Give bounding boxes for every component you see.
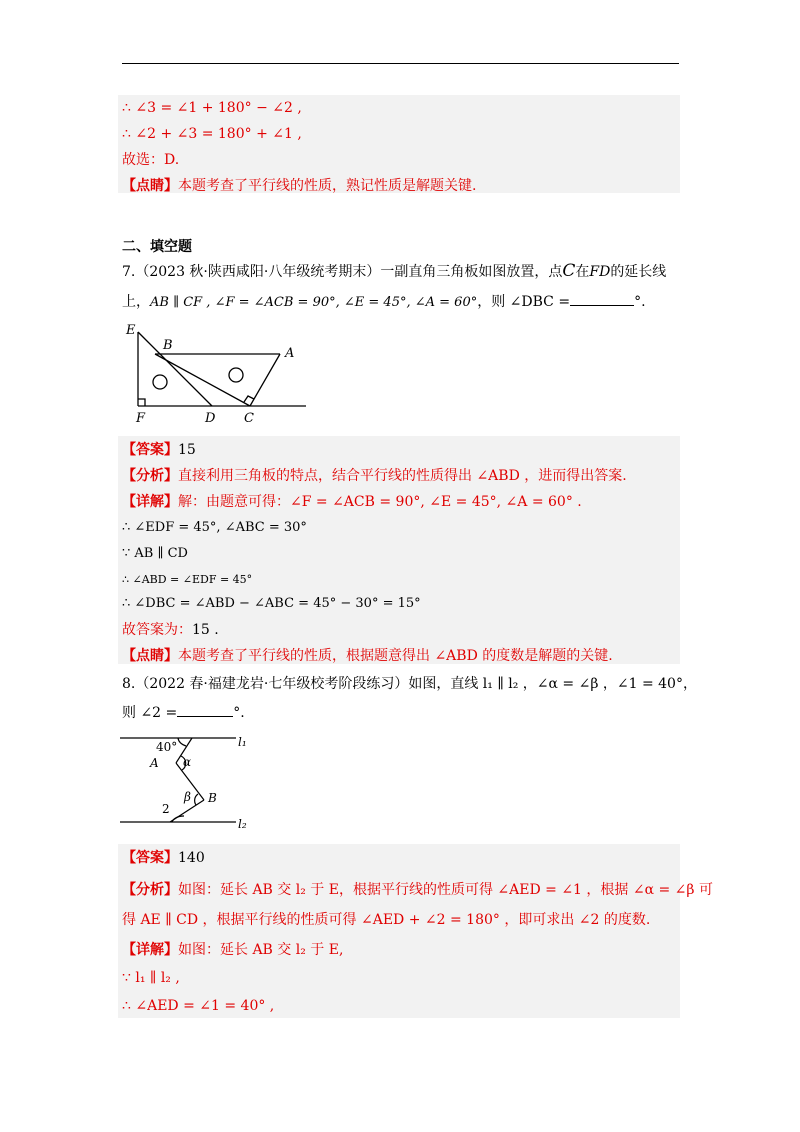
label-c: C bbox=[244, 411, 254, 426]
segment-fd: FD bbox=[589, 264, 611, 280]
analysis-text: 如图：延长 AB 交 l₂ 于 E，根据平行线的性质可得 ∠AED = ∠1 ，根据 ∠α = ∠β 可 bbox=[178, 882, 713, 898]
label-a: A bbox=[285, 346, 295, 361]
label-2: 2 bbox=[162, 802, 170, 816]
detail-text: 解：由题意可得：∠F = ∠ACB = 90°, ∠E = 45°, ∠A = 60° . bbox=[178, 494, 582, 510]
hole-left bbox=[153, 375, 167, 389]
q7-stem-line2 bbox=[122, 291, 646, 313]
q7-answer bbox=[122, 440, 196, 460]
detail-text: 如图：延长 AB 交 l₂ 于 E, bbox=[178, 942, 344, 958]
q8-stem-line1: 8.（2022 春·福建龙岩·七年级校考阶段练习）如图，直线 l₁ ∥ l₂ ，∠α = ∠β ，∠1 = 40°， bbox=[122, 676, 697, 692]
arc-angle1 bbox=[178, 738, 186, 746]
label-l1: l₁ bbox=[238, 735, 247, 749]
q8-analysis-1 bbox=[122, 880, 713, 900]
q7-step-2: ∵ AB ∥ CD bbox=[122, 546, 188, 561]
review-text: 本题考查了平行线的性质，根据题意得出 ∠ABD 的度数是解题的关键. bbox=[178, 648, 613, 664]
label-b: B bbox=[163, 338, 173, 353]
prev-choice: 故选：D. bbox=[122, 152, 180, 168]
q7-figure bbox=[120, 320, 320, 430]
final-value: 15 . bbox=[192, 622, 219, 638]
review-tag: 【点睛】 bbox=[122, 648, 178, 664]
q8-detail bbox=[122, 940, 343, 960]
q7-step-1: ∴ ∠EDF = 45°, ∠ABC = 30° bbox=[122, 520, 307, 535]
analysis-text: 直接利用三角板的特点，结合平行线的性质得出 ∠ABD ，进而得出答案. bbox=[178, 468, 627, 484]
q7-ask: ，则 ∠DBC = bbox=[477, 294, 571, 310]
q7-analysis bbox=[122, 466, 627, 486]
point-c: C bbox=[562, 261, 576, 281]
q8-stem-line2 bbox=[122, 702, 245, 723]
q8-solution-box bbox=[118, 844, 680, 1018]
q7-review bbox=[122, 646, 613, 666]
final-label: 故答案为： bbox=[122, 622, 192, 638]
label-b: B bbox=[208, 791, 217, 805]
label-beta: β bbox=[184, 790, 191, 804]
prev-review bbox=[122, 176, 476, 196]
header-rule bbox=[122, 63, 679, 64]
q8-step-2: ∴ ∠AED = ∠1 = 40° , bbox=[122, 998, 275, 1014]
label-f: F bbox=[136, 411, 146, 426]
q7-step-3: ∴ ∠ABD = ∠EDF = 45° bbox=[122, 573, 253, 586]
q7-step-4: ∴ ∠DBC = ∠ABD − ∠ABC = 45° − 30° = 15° bbox=[122, 596, 421, 611]
q8-ask: 则 ∠2 = bbox=[122, 705, 178, 721]
label-e: E bbox=[126, 323, 136, 338]
segment-ed bbox=[138, 332, 212, 406]
label-alpha: α bbox=[183, 755, 192, 769]
segment-ac bbox=[250, 354, 280, 406]
detail-tag: 【详解】 bbox=[122, 942, 178, 958]
answer-value: 15 bbox=[178, 442, 196, 458]
hole-right bbox=[229, 368, 243, 382]
answer-blank[interactable] bbox=[570, 291, 634, 306]
q7-stem-text: 7.（2023 秋·陕西咸阳·八年级统考期末）一副直角三角板如图放置，点 bbox=[122, 264, 563, 280]
arc-beta bbox=[195, 794, 198, 805]
segment-bc bbox=[155, 354, 250, 406]
arc-angle2 bbox=[172, 816, 184, 822]
q7-stem-text: 在 bbox=[575, 264, 590, 280]
q8-step-1: ∵ l₁ ∥ l₂ , bbox=[122, 970, 180, 986]
review-tag: 【点睛】 bbox=[122, 178, 178, 194]
q8-analysis-2: 得 AE ∥ CD ，根据平行线的性质可得 ∠AED + ∠2 = 180° ，即可求出 ∠2 的度数. bbox=[122, 912, 651, 928]
label-l2: l₂ bbox=[238, 817, 247, 831]
label-d: D bbox=[205, 411, 216, 426]
review-text: 本题考查了平行线的性质，熟记性质是解题关键. bbox=[178, 178, 477, 194]
analysis-tag: 【分析】 bbox=[122, 468, 178, 484]
section-title: 二、填空题 bbox=[122, 239, 192, 255]
q7-stem-line1 bbox=[122, 261, 666, 282]
prev-step-2: ∴ ∠2 + ∠3 = 180° + ∠1 , bbox=[122, 126, 302, 142]
detail-tag: 【详解】 bbox=[122, 494, 178, 510]
label-a: A bbox=[150, 756, 159, 770]
analysis-tag: 【分析】 bbox=[122, 882, 178, 898]
answer-value: 140 bbox=[178, 850, 205, 866]
answer-tag: 【答案】 bbox=[122, 850, 178, 866]
prev-step-1: ∴ ∠3 = ∠1 + 180° − ∠2 , bbox=[122, 100, 302, 116]
q7-stem-text: 上， bbox=[122, 294, 150, 310]
answer-tag: 【答案】 bbox=[122, 442, 178, 458]
q7-stem-text: 的延长线 bbox=[610, 264, 667, 280]
q8-answer bbox=[122, 848, 205, 868]
q7-detail bbox=[122, 492, 582, 512]
q7-final bbox=[122, 620, 219, 640]
label-40: 40° bbox=[156, 740, 178, 754]
q7-conditions: AB ∥ CF , ∠F = ∠ACB = 90°, ∠E = 45°, ∠A = 60° bbox=[150, 295, 478, 310]
q8-figure bbox=[118, 728, 268, 838]
q8-unit: °. bbox=[233, 705, 245, 721]
answer-blank[interactable] bbox=[177, 702, 233, 717]
q7-unit: °. bbox=[634, 294, 646, 310]
right-angle-f bbox=[138, 399, 145, 406]
